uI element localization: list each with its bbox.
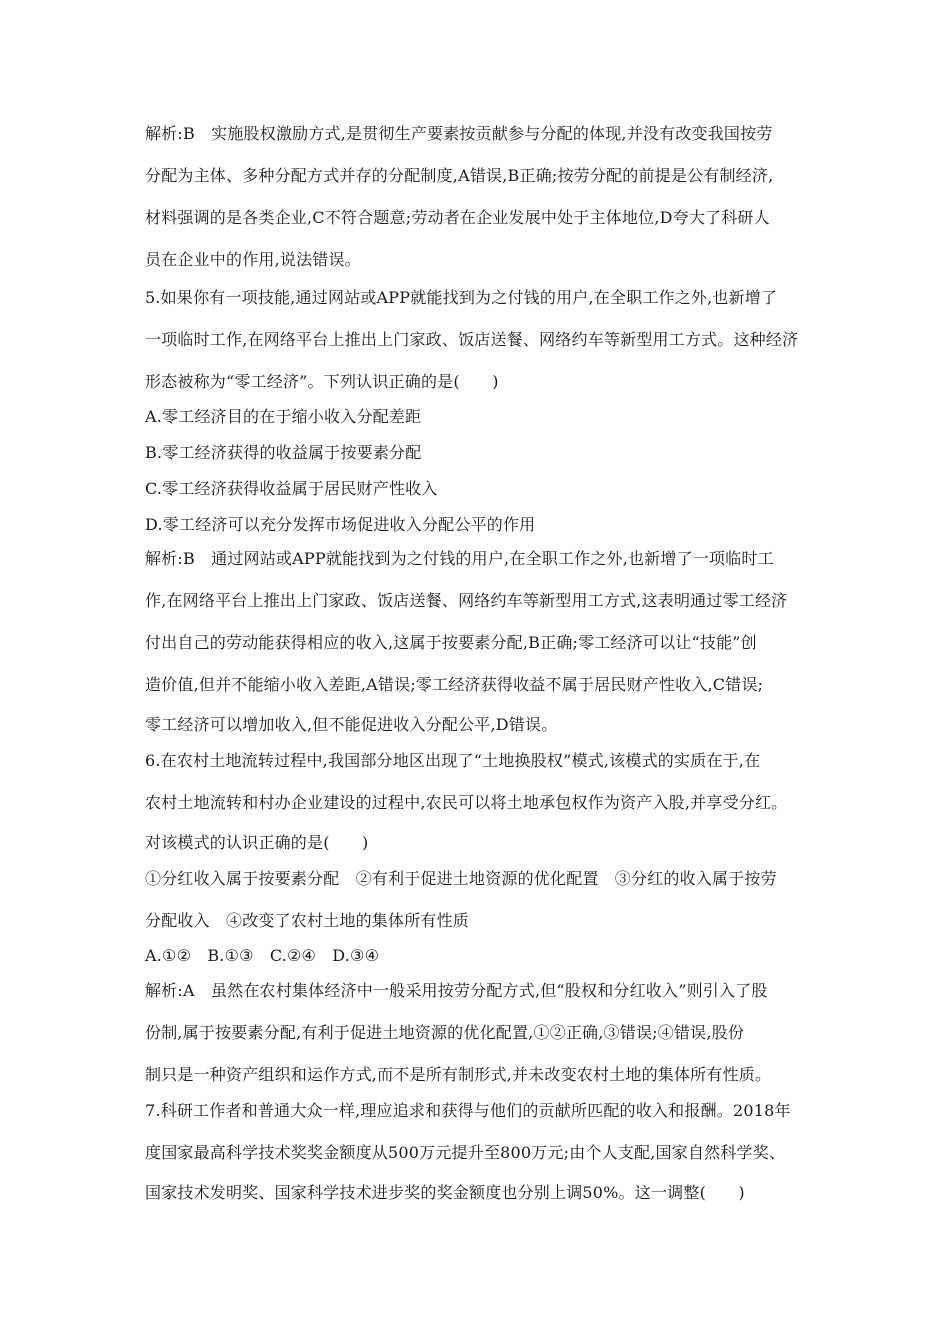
analysis-q4-line-2: 分配为主体、多种分配方式并存的分配制度,A错误,B正确;按劳分配的前提是公有制经济, [145, 166, 774, 185]
question-6-statements-line-1: ①分红收入属于按要素分配 ②有利于促进土地资源的优化配置 ③分红的收入属于按劳 [145, 869, 777, 888]
question-5-line-3: 形态被称为“零工经济”。下列认识正确的是( ) [145, 372, 499, 391]
question-6-options: A.①② B.①③ C.②④ D.③④ [145, 946, 380, 965]
analysis-q4-line-1: 解析:B 实施股权激励方式,是贯彻生产要素按贡献参与分配的体现,并没有改变我国按劳 [145, 124, 773, 143]
question-6-line-3: 对该模式的认识正确的是( ) [145, 833, 369, 852]
question-5-option-a: A.零工经济目的在于缩小收入分配差距 [145, 407, 422, 426]
analysis-q6-line-1: 解析:A 虽然在农村集体经济中一般采用按劳分配方式,但“股权和分红收入”则引入了股 [145, 981, 768, 1000]
question-5-line-2: 一项临时工作,在网络平台上推出上门家政、饭店送餐、网络约车等新型用工方式。这种经济 [145, 330, 799, 349]
analysis-q4-line-4: 员在企业中的作用,说法错误。 [145, 250, 361, 269]
analysis-q6-line-2: 份制,属于按要素分配,有利于促进土地资源的优化配置,①②正确,③错误;④错误,股份 [145, 1023, 745, 1042]
analysis-q5-line-5: 零工经济可以增加收入,但不能促进收入分配公平,D错误。 [145, 715, 558, 734]
analysis-q6-line-3: 制只是一种资产组织和运作方式,而不是所有制形式,并未改变农村土地的集体所有性质。 [145, 1065, 772, 1084]
analysis-q5-line-3: 付出自己的劳动能获得相应的收入,这属于按要素分配,B正确;零工经济可以让“技能”创 [145, 633, 757, 652]
question-6-statements-line-2: 分配收入 ④改变了农村土地的集体所有性质 [145, 911, 470, 930]
question-6-line-2: 农村土地流转和村办企业建设的过程中,农民可以将土地承包权作为资产入股,并享受分红。 [145, 793, 788, 812]
analysis-q4-line-3: 材料强调的是各类企业,C不符合题意;劳动者在企业发展中处于主体地位,D夸大了科研人 [145, 208, 770, 227]
analysis-q5-line-1: 解析:B 通过网站或APP就能找到为之付钱的用户,在全职工作之外,也新增了一项临时工 [145, 549, 774, 568]
question-7-line-2: 度国家最高科学技术奖奖金额度从500万元提升至800万元;由个人支配,国家自然科学奖、 [145, 1143, 786, 1162]
question-5-option-b: B.零工经济获得的收益属于按要素分配 [145, 443, 422, 462]
question-7-line-3: 国家技术发明奖、国家科学技术进步奖的奖金额度也分别上调50%。这一调整( ) [145, 1183, 745, 1202]
question-5-option-c: C.零工经济获得收益属于居民财产性收入 [145, 479, 438, 498]
question-7-line-1: 7.科研工作者和普通大众一样,理应追求和获得与他们的贡献所匹配的收入和报酬。2018年 [145, 1101, 791, 1120]
question-5-line-1: 5.如果你有一项技能,通过网站或APP就能找到为之付钱的用户,在全职工作之外,也新增了 [145, 288, 778, 307]
question-5-option-d: D.零工经济可以充分发挥市场促进收入分配公平的作用 [145, 515, 536, 534]
analysis-q5-line-2: 作,在网络平台上推出上门家政、饭店送餐、网络约车等新型用工方式,这表明通过零工经济 [145, 591, 788, 610]
analysis-q5-line-4: 造价值,但并不能缩小收入差距,A错误;零工经济获得收益不属于居民财产性收入,C错误; [145, 675, 764, 694]
question-6-line-1: 6.在农村土地流转过程中,我国部分地区出现了“土地换股权”模式,该模式的实质在于,在 [145, 751, 761, 770]
